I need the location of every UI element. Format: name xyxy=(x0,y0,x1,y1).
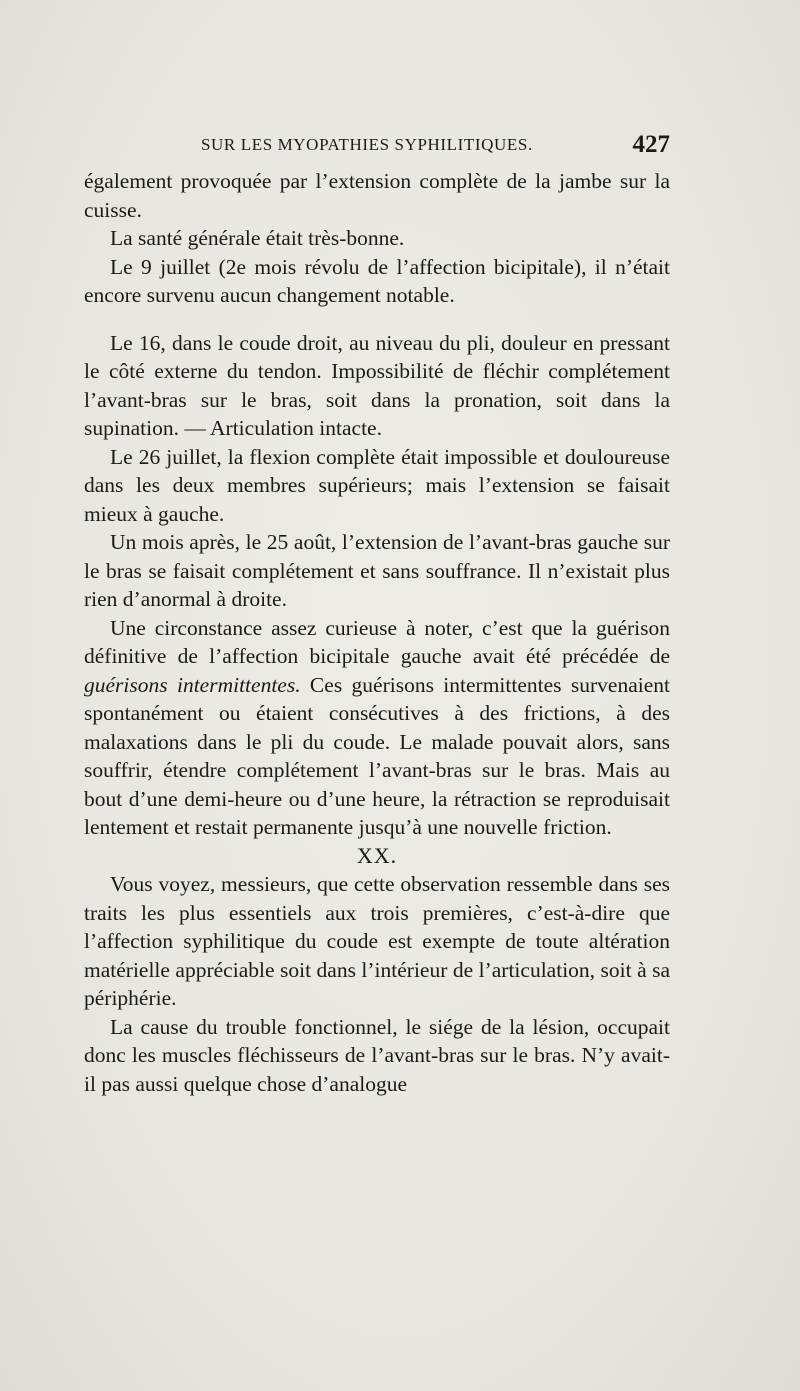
paragraph-text: Une circonstance assez curieuse à noter, c’est que la guérison définitive de l’affection bicipitale gauche avait été précédée de xyxy=(84,615,670,668)
paragraph-with-emphasis xyxy=(84,614,670,842)
emphasis-text: guérisons intermittentes. xyxy=(84,672,301,697)
section-heading: XX. xyxy=(356,842,398,868)
page-number: 427 xyxy=(632,131,670,158)
paragraph: Vous voyez, messieurs, que cette observation ressemble dans ses traits les plus essentiels aux trois premières, c’est-à-dire que l’affection syphilitique du coude est exempte de toute altération matérielle appréciable soit dans l’intérieur de l’articulation, soit à sa périphérie. xyxy=(84,872,670,1010)
paragraph-continued: également provoquée par l’extension complète de la jambe sur la cuisse. xyxy=(84,169,670,222)
paragraph: Le 16, dans le coude droit, au niveau du pli, douleur en pressant le côté externe du tendon. Impossibilité de fléchir complétement l’avant-bras sur le bras, soit dans la pronation, soit dans la supination. — Articulation intacte. xyxy=(84,330,670,440)
paragraph: Le 26 juillet, la flexion complète était impossible et douloureuse dans les deux membres supérieurs; mais l’extension se faisait mieux à gauche. xyxy=(84,444,670,526)
paragraph: Un mois après, le 25 août, l’extension de l’avant-bras gauche sur le bras se faisait complétement et sans souffrance. Il n’existait plus rien d’anormal à droite. xyxy=(84,530,670,611)
running-head: SUR LES MYOPATHIES SYPHILITIQUES. xyxy=(201,135,533,154)
page-header xyxy=(84,131,670,165)
paragraph-text: Ces guérisons intermittentes survenaient spontanément ou étaient consécutives à des frictions, à des malaxations dans le pli du coude. Le malade pouvait alors, sans souffrir, étendre complétement l’avant-bras sur le bras. Mais au bout d’une demi-heure ou d’une heure, la rétraction se reproduisait lentement et restait permanente jusqu’à une nouvelle friction. xyxy=(84,672,670,839)
paragraph: La santé générale était très-bonne. xyxy=(110,226,405,250)
body-text xyxy=(84,167,670,1098)
paragraph: La cause du trouble fonctionnel, le siége de la lésion, occupait donc les muscles fléchisseurs de l’avant-bras sur le bras. N’y avait-il pas aussi quelque chose d’analogue xyxy=(84,1014,670,1096)
paragraph: Le 9 juillet (2e mois révolu de l’affection bicipitale), il n’était encore survenu aucun changement notable. xyxy=(84,254,670,307)
